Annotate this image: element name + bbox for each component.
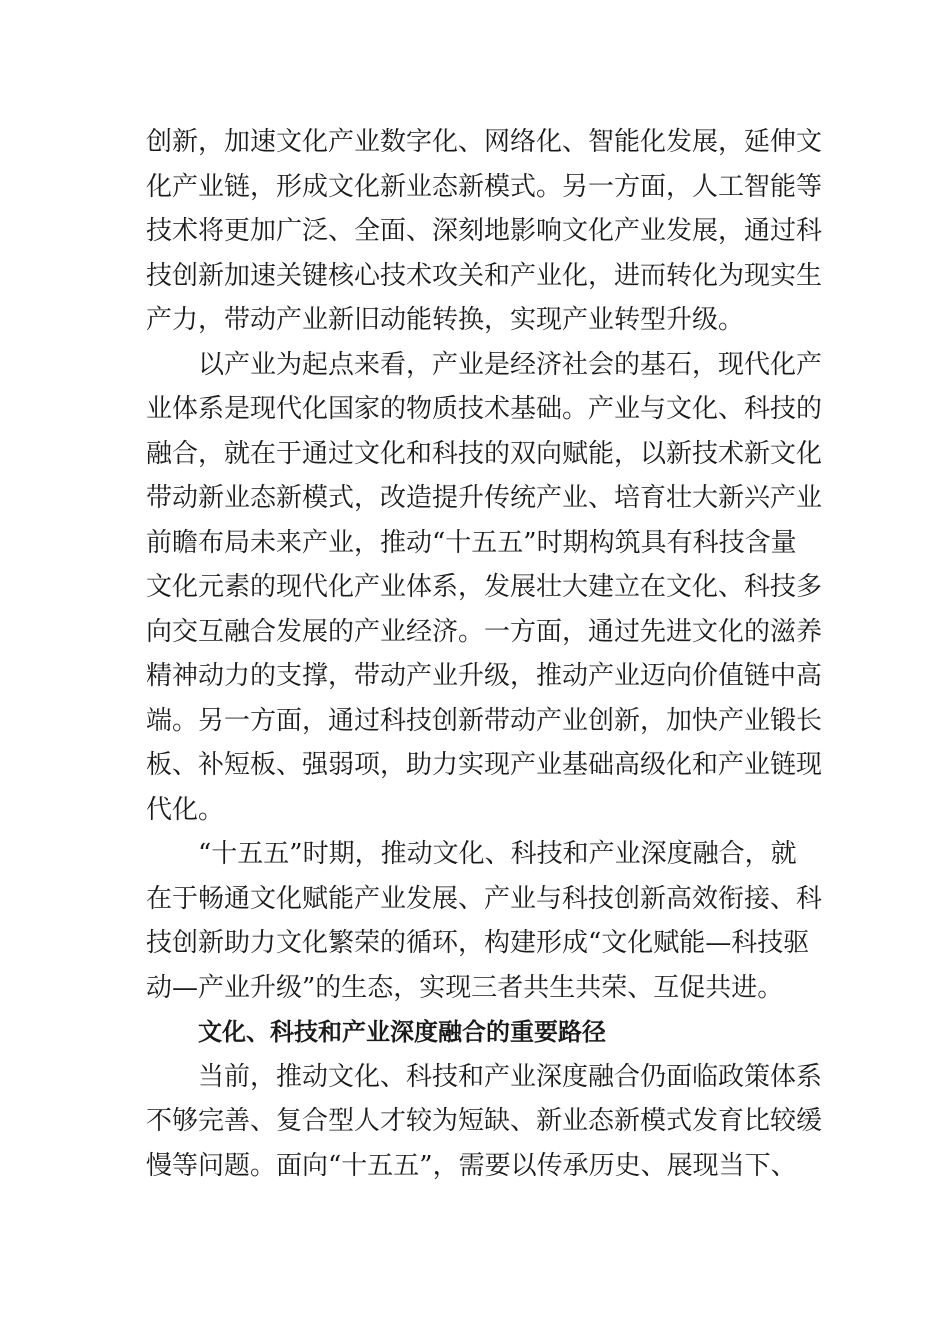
- text-line: 文化元素的现代化产业体系，发展壮大建立在文化、科技多: [146, 572, 823, 602]
- paragraph-3: [146, 832, 823, 1010]
- text-line: 以产业为起点来看，产业是经济社会的基石，现代化产: [198, 349, 823, 380]
- text-line: 端。另一方面，通过科技创新带动产业创新，加快产业锻长: [146, 705, 823, 736]
- section-heading: 文化、科技和产业深度融合的重要路径: [198, 1018, 606, 1046]
- text-line: 前瞻布局未来产业，推动“十五五”时期构筑具有科技含量: [146, 527, 797, 558]
- text-line: 技术将更加广泛、全面、深刻地影响文化产业发展，通过科: [146, 216, 823, 246]
- paragraph-1: [146, 120, 823, 343]
- text-line: 业体系是现代化国家的物质技术基础。产业与文化、科技的: [146, 394, 823, 424]
- text-line: 不够完善、复合型人才较为短缺、新业态新模式发育比较缓: [146, 1106, 823, 1136]
- text-line: 板、补短板、强弱项，助力实现产业基础高级化和产业链现: [146, 750, 823, 780]
- text-line: 精神动力的支撑，带动产业升级，推动产业迈向价值链中高: [146, 661, 823, 691]
- text-line: 慢等问题。面向“十五五”，需要以传承历史、展现当下、: [146, 1150, 797, 1181]
- text-line: 当前，推动文化、科技和产业深度融合仍面临政策体系: [198, 1061, 823, 1092]
- text-line: 融合，就在于通过文化和科技的双向赋能，以新技术新文化: [146, 438, 823, 469]
- text-line: 向交互融合发展的产业经济。一方面，通过先进文化的滋养: [146, 616, 823, 647]
- text-line: 化产业链，形成文化新业态新模式。另一方面，人工智能等: [146, 171, 823, 202]
- text-line: 技创新助力文化繁荣的循环，构建形成“文化赋能—科技驱: [146, 928, 810, 958]
- paragraph-4: [146, 1055, 823, 1189]
- text-line: 技创新加速关键核心技术攻关和产业化，进而转化为现实生: [146, 260, 823, 291]
- text-line: 代化。: [146, 794, 225, 825]
- text-line: 创新，加速文化产业数字化、网络化、智能化发展，延伸文: [146, 127, 823, 157]
- paragraph-2: [146, 343, 823, 833]
- text-line: 产力，带动产业新旧动能转换，实现产业转型升级。: [146, 305, 745, 335]
- text-line: “十五五”时期，推动文化、科技和产业深度融合，就: [198, 839, 797, 869]
- text-line: 在于畅通文化赋能产业发展、产业与科技创新高效衔接、科: [146, 883, 823, 914]
- document-body: [146, 120, 823, 1188]
- text-line: 带动新业态新模式，改造提升传统产业、培育壮大新兴产业: [146, 483, 823, 513]
- text-line: 动—产业升级”的生态，实现三者共生共荣、互促共进。: [146, 972, 784, 1003]
